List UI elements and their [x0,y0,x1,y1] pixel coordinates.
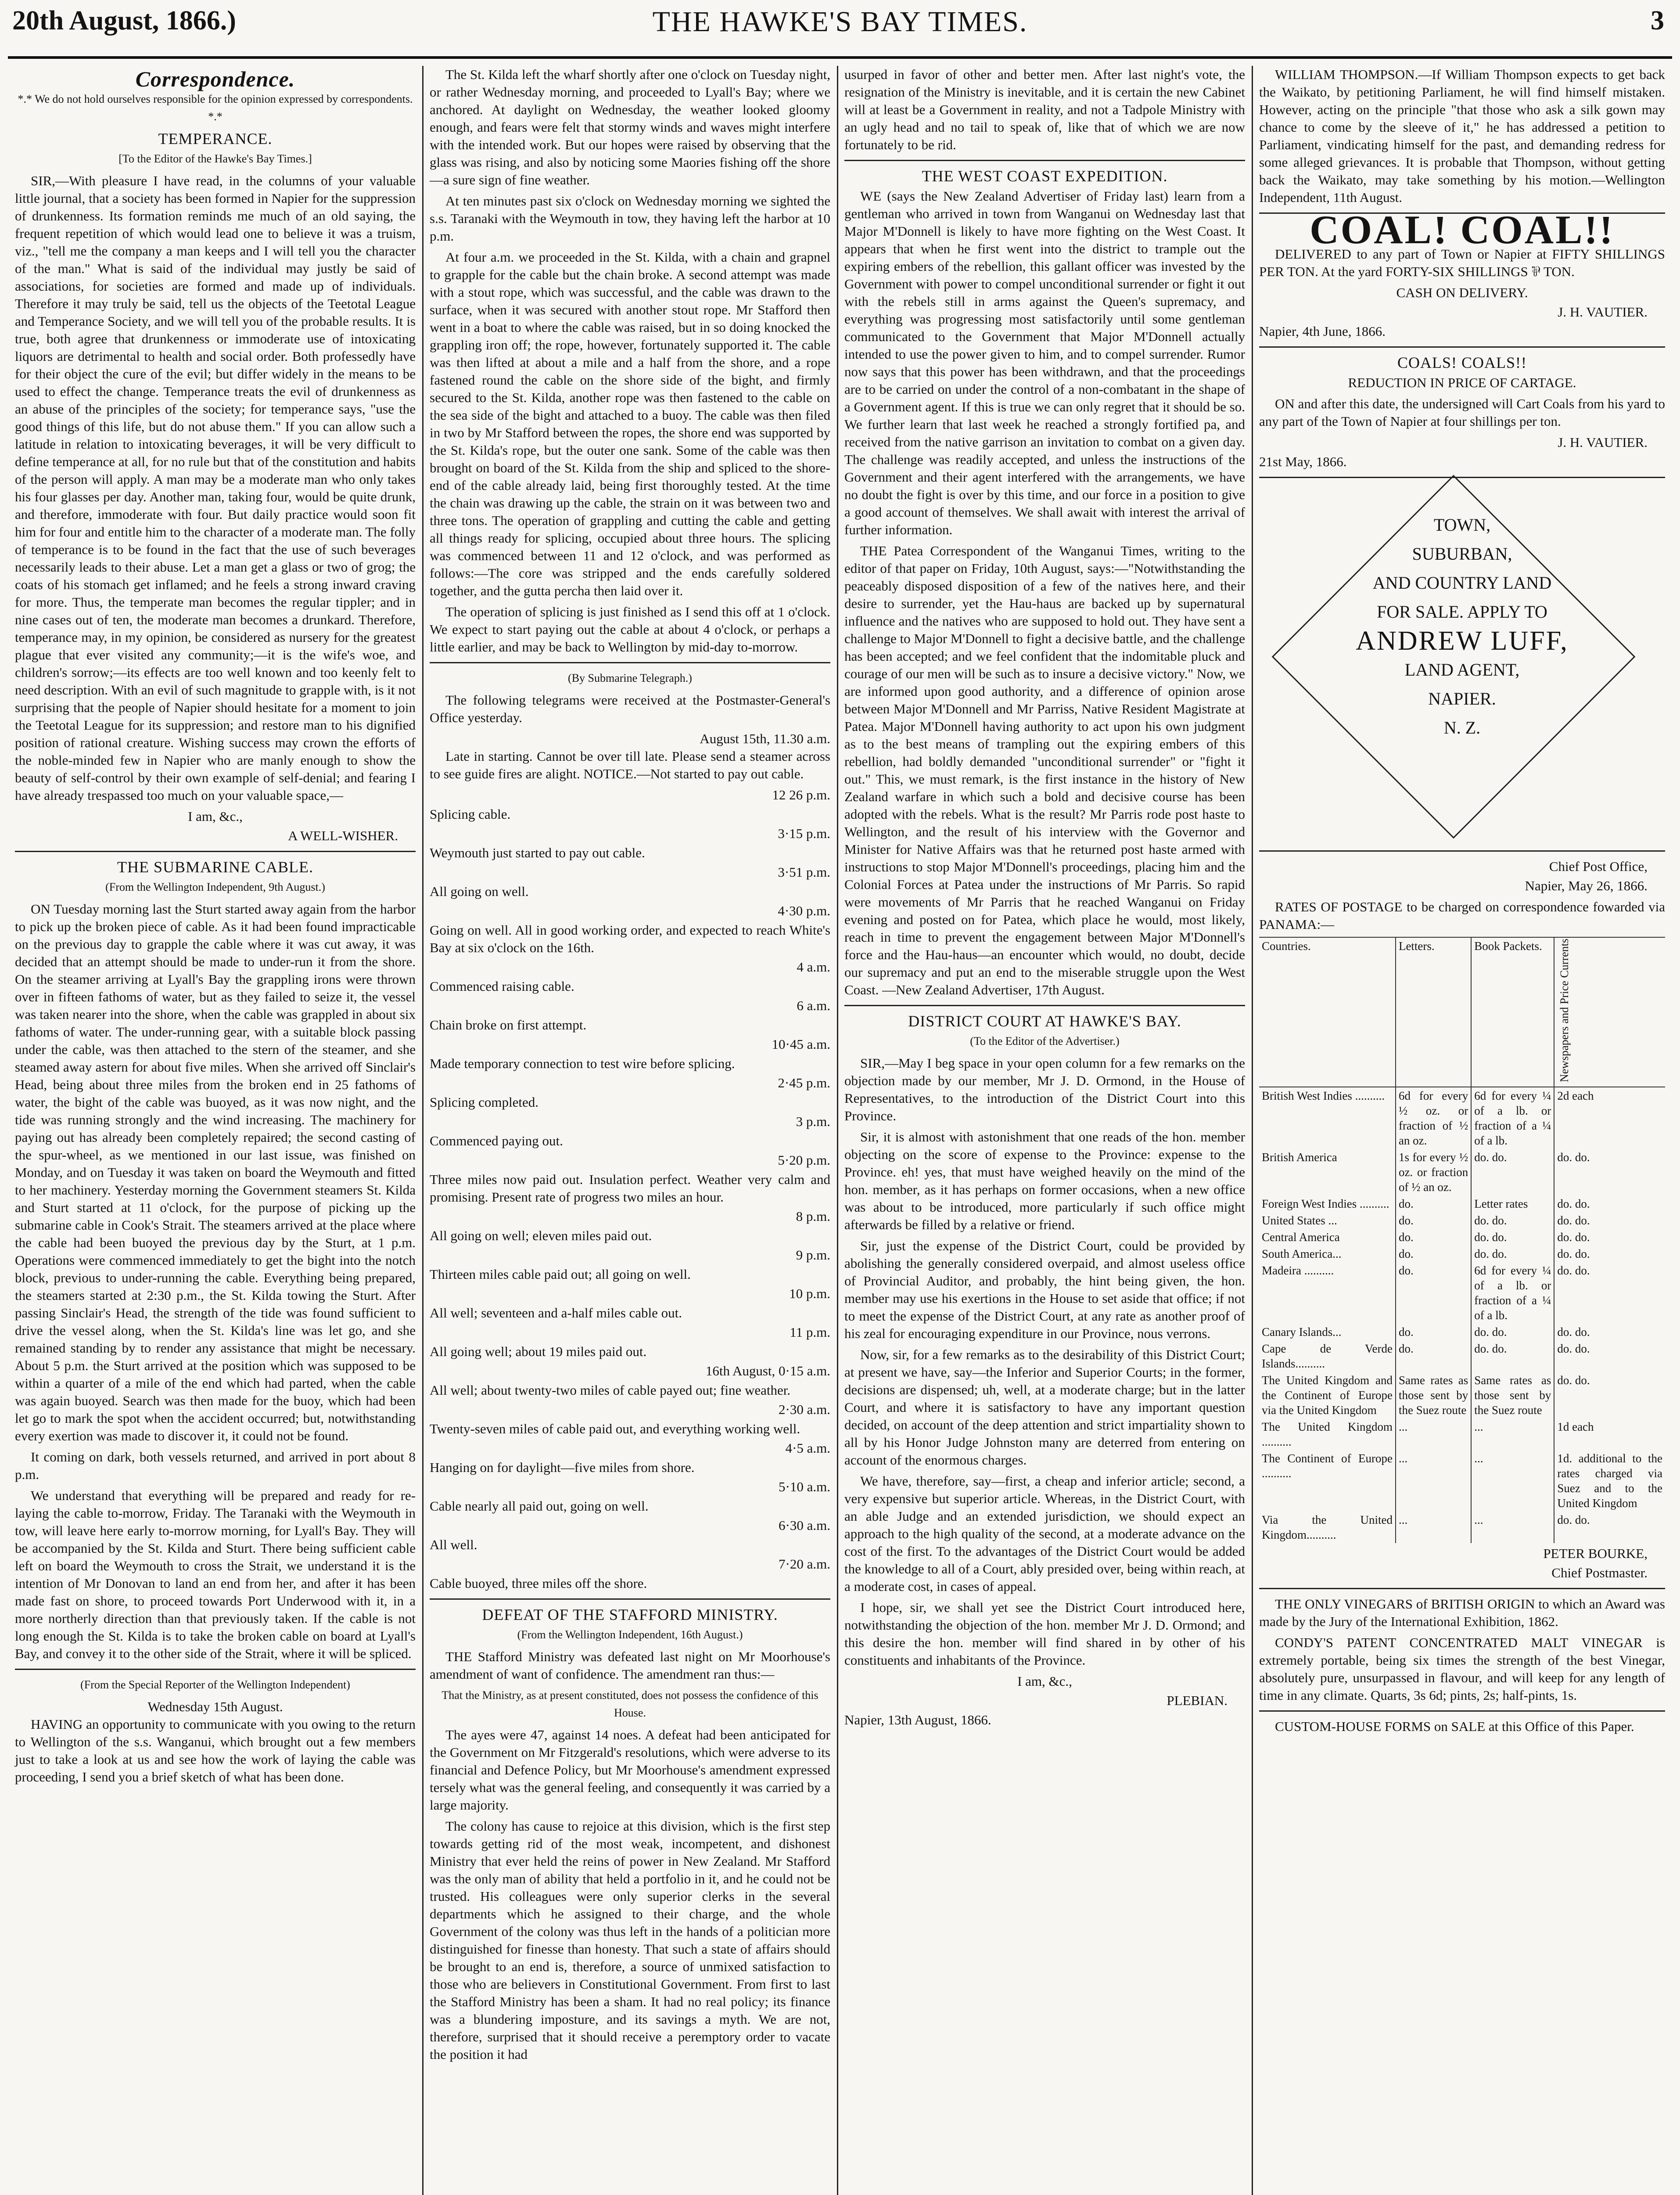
telegram-time: 7·20 a.m. [779,1556,830,1572]
vinegar-ad-text: CONDY'S PATENT CONCENTRATED MALT VINEGAR is extremely portable, being six times the strength of the best Vinegar, absolutely pure, unsurpassed in flavour, and will keep for any length of time in any climate. Quarts, 3s 6d; pints, 2s; half-pints, 1s. [1259,1635,1665,1703]
land-ad-line: TOWN, [1433,515,1491,535]
table-cell: do. do. [1471,1340,1554,1372]
table-cell: do. do. [1471,1245,1554,1262]
table-cell: British America [1262,1151,1337,1164]
table-cell: Madeira .......... [1262,1264,1334,1277]
coal-ad-terms: CASH ON DELIVERY. [1396,285,1528,300]
article-paragraph: Sir, just the expense of the District Court, could be provided by abolishing the generally considered overpaid, and almost useless office of Provincial Auditor, and probably, the hint being given, the hon. member may use his exertions in the House to set aside that office; if not to meet the expense of the District Court, at any rate as another proof of his zeal for encouraging expenditure in our Province, nous verrons. [844,1238,1245,1341]
coals-ad-name: J. H. VAUTIER. [1558,435,1648,450]
telegram-time: 16th August, 0·15 a.m. [705,1363,830,1378]
table-cell: do. do. [1554,1195,1665,1212]
land-ad-line: LAND AGENT, [1404,660,1520,680]
telegram-time: 2·30 a.m. [779,1402,830,1417]
coal-ad-date: Napier, 4th June, 1866. [1259,324,1386,339]
column-1 [8,66,423,2195]
article-paragraph: Now, sir, for a few remarks as to the desirability of this District Court; at present we have, say—the Inferior and Superior Courts; in the former, decisions are dispensed; uh, well, at a moderate charge; but in the latter Court, and where it is satisfactory to have any important question decided, on account of the deep attention and strict impartiality shown to all by his Honor Judge Johnston many are deterred from entering on account of the enormous charges. [844,1347,1245,1468]
telegram-text: Commenced paying out. [430,1133,563,1148]
article-paragraph: The operation of splicing is just finished as I send this off at 1 o'clock. We expect to start paying out the cable at about 4 o'clock, or perhaps a little earlier, and may be back to Wellington by mid-day to-morrow. [430,604,830,655]
article-heading-defeat-stafford: DEFEAT OF THE STAFFORD MINISTRY. [482,1606,778,1623]
table-header: Book Packets. [1471,937,1554,1087]
letter-addressee: (To the Editor of the Advertiser.) [970,1035,1120,1047]
table-cell: 2d each [1554,1087,1665,1149]
table-cell: do. [1396,1245,1471,1262]
table-cell: Foreign West Indies .......... [1262,1197,1389,1211]
article-paragraph: WILLIAM THOMPSON.—If William Thompson expects to get back the Waikato, by petitioning Parliament, he will find himself mistaken. However, acting on the principle "that those who ask a silk gown may chance to come by the sleeve of it," he has addressed a petition to Parliament, vindicating himself for the past, and demanding redress for some alleged grievances. It is probable that Thompson, without getting back the Waikato, may take something by his motion.—Wellington Independent, 11th August. [1259,67,1665,205]
coals-ad-text: ON and after this date, the undersigned will Cart Coals from his yard to any part of the Town of Napier at four shillings per ton. [1259,396,1665,429]
telegram-text: Twenty-seven miles of cable paid out, and everything working well. [430,1421,801,1436]
coals-ad-subtitle: REDUCTION IN PRICE OF CARTAGE. [1348,375,1576,390]
table-cell: 1d each [1554,1418,1665,1450]
divider [1259,346,1665,348]
telegraph-heading: (By Submarine Telegraph.) [568,672,692,684]
letter-signature: PLEBIAN. [1167,1693,1228,1708]
telegram-time: 4·5 a.m. [785,1440,830,1456]
article-paragraph: It coming on dark, both vessels returned, and arrived in port about 8 p.m. [15,1449,416,1482]
column-4 [1252,66,1672,2195]
article-paragraph: I hope, sir, we shall yet see the District Court introduced here, notwithstanding the objection of the hon. member Mr J. D. Ormond; and this desire the hon. member will find shared in by other of his constituents and inhabitants of the Province. [844,1600,1245,1668]
letter-closing: I am, &c., [1017,1673,1072,1689]
telegram-time: 5·20 p.m. [778,1152,830,1168]
divider [15,851,416,852]
table-cell: 6d for every ½ oz. or fraction of ½ an oz. [1396,1087,1471,1149]
telegram-text: All going well; about 19 miles paid out. [430,1344,647,1359]
table-header: Countries. [1259,937,1396,1087]
table-row [1259,1418,1665,1450]
article-heading-submarine-cable: THE SUBMARINE CABLE. [117,858,313,876]
table-cell: ... [1396,1450,1471,1511]
table-row [1259,1511,1665,1543]
table-cell: Same rates as those sent by the Suez route [1396,1372,1471,1418]
divider [1259,1588,1665,1589]
article-paragraph: ON Tuesday morning last the Sturt started away again from the harbor to pick up the broken piece of cable. As it had been found impracticable on the previous day to grapple the cable where it was cut away, it was decided that an attempt should be made to under-run it from the shore. On the steamer arriving at Lyall's Bay the grappling irons were thrown over in fifteen fathoms of water, but as they failed to seize it, the vessel was taken nearer into the shore, when the cable was grappled in about six fathoms of water. The under-running gear, with a suitable block passing under the cable, was then attached to the stern of the steamer, and she steamed away astern for about five miles. When she arrived off Sinclair's Head, being about three miles from the broken end in 25 fathoms of water, the bight of the cable was buoyed, as it was now night, and the tide was running strongly and the wind increasing. The machinery for paying out has already been completely repaired; the second casting of the spur-wheel, as we mentioned in our last issue, was finished on Monday, and on Tuesday it was taken on board the Weymouth and fitted to her machinery. Yesterday morning the Government steamers St. Kilda and Sturt started at 11 o'clock, for the purpose of picking up the submarine cable in Cook's Strait. The steamers arrived at the place where the cable had been buoyed the previous day by the Sturt, at 1 p.m. Operations were commenced immediately to get the bight into the notch block, previous to under-running the cable. Everything being prepared, the steamers started at 2:30 p.m., the St. Kilda towing the Sturt. After passing Sinclair's Head, the strength of the tide was found sufficient to drive the vessel along, when the St. Kilda's line was let go, and she remained standing by to render any assistance that might be necessary. About 5 p.m. the Sturt arrived at the position which was supposed to be within a quarter of a mile of the end which had parted, when the cable was again buoyed. Search was then made for the buoy, which had been let go to mark the spot when the accident occurred; but, notwithstanding every exertion was made to discover it, it could not be found. [15,901,416,1443]
telegram-text: Made temporary connection to test wire before splicing. [430,1056,735,1071]
table-cell: do. do. [1471,1212,1554,1229]
letter-addressee: [To the Editor of the Hawke's Bay Times.] [118,152,312,165]
amendment-quote: That the Ministry, as at present constituted, does not possess the confidence of this House. [442,1689,818,1719]
postage-rates-intro: RATES OF POSTAGE to be charged on correspondence fowarded via PANAMA:— [1259,899,1665,932]
table-cell: do. [1396,1229,1471,1245]
letter-closing: I am, &c., [188,809,243,824]
telegram-text: Hanging on for daylight—five miles from shore. [430,1460,695,1475]
coals-ad-date: 21st May, 1866. [1259,454,1347,469]
telegram-text: All well. [430,1537,477,1552]
land-ad-line: N. Z. [1443,718,1481,738]
article-source: (From the Wellington Independent, 9th August.) [105,881,325,893]
article-paragraph: HAVING an opportunity to communicate with you owing to the return to Wellington of the s.s. Wanganui, which brought out a few members just to take a look at us and see how the work of laying the cable was proceeding, I send you a brief sketch of what has been done. [15,1716,416,1785]
table-cell: 6d for every ¼ of a lb. or fraction of a ¼ of a lb. [1471,1262,1554,1324]
table-cell: do. [1396,1262,1471,1324]
telegram-time: 9 p.m. [796,1247,830,1263]
divider [844,160,1245,161]
telegram-text: Three miles now paid out. Insulation perfect. Weather very calm and promising. Present rate of progress two miles an hour. [430,1172,830,1205]
telegram-time: 5·10 a.m. [779,1479,830,1494]
section-heading-correspondence: Correspondence. [135,67,295,91]
telegram-time: 10·45 a.m. [772,1036,830,1052]
divider [1259,477,1665,478]
table-cell: British West Indies .......... [1262,1089,1385,1103]
letter-signature: A WELL-WISHER. [288,828,398,843]
table-cell: The United Kingdom .......... [1262,1420,1393,1449]
table-cell: do. do. [1554,1262,1665,1324]
coal-ad-name: J. H. VAUTIER. [1558,304,1648,320]
article-paragraph: THE Patea Correspondent of the Wanganui Times, writing to the editor of that paper on Friday, 10th August, says:—"Notwithstanding the peaceably disposed disposition of a few of the natives here, and their desire to surrender, yet the Hau-haus are backed up by supernatural influence and the natives who are supposed to hold out. They have sent a challenge to Major M'Donnell to fight a decisive battle, and the challenge has been accepted; and we feel confident that the indomitable pluck and courage of our men will be such as to insure a decisive victory." Now, we are informed upon good authority, and a difference of opinion arose between Major M'Donnell and Mr Parriss, Native Resident Magistrate at Patea. Major M'Donnell having authority to act upon his own judgment as to the best means of trampling out the expiring embers of this rebellion, had boldly demanded "unconditional surrender" or "fight it out." This, we must remark, is the first instance in the history of New Zealand warfare in which such a bold and decisive course has been adopted with the rebels. What is the result? Mr Parris rode post haste to Wellington, and the result of his interview with the Governor and Minister for Native Affairs was that he returned post haste armed with instructions to stop Major M'Donnell's proceedings, placing him and the Colonial Forces at Patea under the instructions of Mr Parris. So rapid were movements of Mr Parris that he reached Wanganui on Friday evening and posted on for Patea, which place he would, most likely, reach in time to prevent the engagement between Major M'Donnell's force and the Hau-haus—an encounter which would, no doubt, decide our supremacy and put an end to the miserable struggle upon the West Coast. —New Zealand Advertiser, 17th August. [844,543,1245,997]
table-cell: ... [1396,1511,1471,1543]
table-row [1259,1149,1665,1195]
telegram-text: Cable buoyed, three miles off the shore. [430,1576,647,1591]
table-cell: The Continent of Europe .......... [1262,1452,1393,1480]
article-paragraph: At four a.m. we proceeded in the St. Kilda, with a chain and grapnel to grapple for the cable but the chain broke. A second attempt was made with a stout rope, which was successful, and the cable was drawn to the surface, when it was secured with another stout rope. Mr Stafford then went in a boat to where the cable was raised, but in so doing knocked the grappling iron off; the rope, however, fortunately supported it. The cable was then lifted at about a mile and a half from the shore, and a rope fastened round the cable on the shore side of the bight, and firmly secured to the St. Kilda, another rope was then fastened to the cable on the sea side of the bight and attached to a buoy. The cable was then filed in two by Mr Stafford between the ropes, the shore end was supported by the St. Kilda's rope, but the outer one sank. Some of the cable was then brought on board of the St. Kilda from the ship and spliced to the shore-end of the cable already laid, being first thoroughly tested. At the time the chain was drawing up the cable, the strain on it was between two and three tons. The operation of grappling and cutting the cable and getting all things ready for splicing, occupied about three hours. The splicing was commenced between 11 and 12 o'clock, and was performed as follows:—The core was stripped and the ends carefully soldered together, and the gutta percha then laid over it. [430,249,830,598]
table-cell: ... [1396,1418,1471,1450]
article-source: (From the Special Reporter of the Wellington Independent) [80,1678,350,1691]
table-cell: do. [1396,1340,1471,1372]
land-ad-line: SUBURBAN, [1412,544,1512,564]
table-cell: Via the United Kingdom.......... [1262,1513,1393,1542]
telegram-text: All going on well; eleven miles paid out. [430,1228,652,1243]
article-paragraph: We understand that everything will be prepared and ready for re-laying the cable to-morrow, Friday. The Taranaki with the Weymouth in tow, will leave here early to-morrow morning, for Lyall's Bay. They will be accompanied by the St. Kilda and Sturt. There being sufficient cable left on board the Weymouth to cross the Strait, we understand it is the intention of Mr Donovan to land an end from her, and after it has been made fast on shore, to proceed towards Port Underwood with it, in a more northerly direction than that previously taken. If the cable is not long enough the St. Kilda is to take the broken cable on board at Lyall's Bay, and convey it to the other side of the Strait, where it will be spliced. [15,1488,416,1661]
table-row [1259,1262,1665,1324]
divider [15,1669,416,1670]
land-ad-line: AND COUNTRY LAND [1372,573,1552,593]
post-office-date: Napier, May 26, 1866. [1525,878,1648,893]
telegram-text: Weymouth just started to pay out cable. [430,845,645,860]
table-row [1259,1372,1665,1418]
table-row [1259,1245,1665,1262]
telegram-time: 6·30 a.m. [779,1518,830,1533]
telegram-text: Splicing completed. [430,1094,538,1110]
land-ad-line: FOR SALE. APPLY TO [1377,602,1547,622]
article-heading-west-coast: THE WEST COAST EXPEDITION. [922,167,1168,185]
table-cell: do. [1396,1212,1471,1229]
table-cell: ... [1471,1418,1554,1450]
article-paragraph: At ten minutes past six o'clock on Wednesday morning we sighted the s.s. Taranaki with the Weymouth in tow, they having left the harbor at 10 p.m. [430,193,830,244]
dateline: Wednesday 15th August. [147,1699,283,1714]
telegram-time: 4 a.m. [797,959,830,975]
table-cell: do. do. [1554,1372,1665,1418]
table-cell: do. do. [1554,1245,1665,1262]
article-source: (From the Wellington Independent, 16th August.) [517,1628,743,1641]
telegram-text: All well; about twenty-two miles of cable payed out; fine weather. [430,1382,791,1398]
table-cell: 6d for every ¼ of a lb. or fraction of a ¼ of a lb. [1471,1087,1554,1149]
telegram-time: 10 p.m. [789,1286,830,1301]
post-office-heading: Chief Post Office, [1549,859,1648,874]
column-3 [837,66,1252,2195]
telegram-time: 6 a.m. [797,998,830,1013]
table-cell: South America... [1262,1247,1342,1261]
table-cell: do. [1396,1195,1471,1212]
telegram-log [430,786,830,1592]
telegram-time: 3·15 p.m. [778,826,830,841]
telegram-time: 8 p.m. [796,1209,830,1224]
table-cell: 1d. additional to the rates charged via Suez and to the United Kingdom [1554,1450,1665,1511]
article-paragraph: Sir, it is almost with astonishment that one reads of the hon. member objecting on the score of expense to the Province: expense to the Province. eh! yes, that must have weighed heavily on the mind of the hon. member, as it has perhaps on former occasions, when a new office was about to be introduced, more particularly if such office might afterwards be filled by a relative or friend. [844,1129,1245,1232]
table-row [1259,1212,1665,1229]
table-row [1259,1087,1665,1149]
table-cell: United States ... [1262,1214,1337,1227]
postage-rates-body [1259,1087,1665,1543]
table-cell: do. do. [1554,1340,1665,1372]
table-cell: The United Kingdom and the Continent of Europe via the United Kingdom [1262,1374,1393,1417]
telegram-text: Going on well. All in good working order, and expected to reach White's Bay at six o'clock on the 16th. [430,922,830,955]
table-header: Letters. [1396,937,1471,1087]
table-header [1554,937,1665,1087]
correspondence-note: *.* We do not hold ourselves responsible for the opinion expressed by correspondents. *.* [18,93,413,123]
table-row [1259,1450,1665,1511]
letter-date: Napier, 13th August, 1866. [844,1712,991,1727]
land-sale-ad [1259,484,1665,844]
table-cell: do. do. [1554,1229,1665,1245]
column-2 [423,66,837,2195]
postage-rates-table [1259,937,1665,1543]
table-cell: ... [1471,1511,1554,1543]
article-paragraph: The St. Kilda left the wharf shortly after one o'clock on Tuesday night, or rather Wednesday morning, and proceeded to Lyall's Bay; where we anchored. At daylight on Wednesday, the weather looked gloomy enough, and fears were felt that stormy winds and waves might interfere with the intended work. But our hopes were raised by observing that the glass was rising, and also by noticing some Maories fishing off the shore—a sure sign of fine weather. [430,67,830,187]
table-cell: Letter rates [1471,1195,1554,1212]
divider [1259,1710,1665,1712]
telegram-text: All well; seventeen and a-half miles cable out. [430,1305,682,1321]
telegram-text: All going on well. [430,884,529,899]
table-cell: do. do. [1554,1511,1665,1543]
table-cell: Canary Islands... [1262,1325,1342,1339]
land-sale-ad-text [1259,511,1665,742]
telegram-time: 4·30 p.m. [778,903,830,918]
table-header-vertical: Newspapers and Price Currents [1558,939,1571,1083]
article-paragraph: The following telegrams were received at the Postmaster-General's Office yesterday. [430,692,830,725]
table-cell: 1s for every ½ oz. or fraction of ½ an oz. [1396,1149,1471,1195]
table-cell: do. do. [1554,1324,1665,1340]
divider [430,662,830,663]
table-cell: do. do. [1471,1229,1554,1245]
telegram-time: 12 26 p.m. [772,787,830,802]
land-agent-name: ANDREW LUFF, [1356,626,1569,656]
custom-house-ad: CUSTOM-HOUSE FORMS on SALE at this Office of this Paper. [1275,1719,1634,1734]
article-paragraph: Late in starting. Cannot be over till late. Please send a steamer across to see guide fires are alight. NOTICE.—Not started to pay out cable. [430,748,830,781]
postmaster-title: Chief Postmaster. [1551,1565,1648,1581]
table-cell: do. [1396,1324,1471,1340]
telegram-time: 2·45 p.m. [778,1075,830,1090]
table-row [1259,1229,1665,1245]
article-paragraph: The ayes were 47, against 14 noes. A defeat had been anticipated for the Government on Mr Fitzgerald's resolutions, which were adverse to its financial and Defence Policy, but Mr Moorhouse's amendment expressed tersely what was the general feeling, and consequently it was carried by a large majority. [430,1727,830,1813]
land-ad-line: NAPIER. [1428,689,1496,709]
masthead [8,4,1672,59]
telegram-text: Splicing cable. [430,806,511,822]
table-cell: Central America [1262,1231,1340,1244]
article-paragraph: We have, therefore, say—first, a cheap and inferior article; second, a very expensive but superior article. Whereas, in the District Court, with an able Judge and an extended jurisdiction, we should expect an approach to the high quality of the second, at a moderate advance on the cost of the first. To the advantages of the District Court would be added the knowledge to all of a Court, ably presided over, being within reach, at a moderate cost, in cases of appeal. [844,1473,1245,1594]
table-cell: ... [1471,1450,1554,1511]
telegram-time: 3·51 p.m. [778,864,830,880]
vinegar-ad-text: THE ONLY VINEGARS of BRITISH ORIGIN to which an Award was made by the Jury of the International Exhibition, 1862. [1259,1596,1665,1630]
article-paragraph: THE Stafford Ministry was defeated last night on Mr Moorhouse's amendment of want of confidence. The amendment ran thus:— [430,1649,830,1682]
issue-date: 20th August, 1866.) [12,6,236,36]
paper-title: THE HAWKE'S BAY TIMES. [652,6,1028,38]
table-cell: do. do. [1471,1324,1554,1340]
telegram-time: 3 p.m. [796,1114,830,1129]
telegram-text: Commenced raising cable. [430,979,574,994]
telegram-date: August 15th, 11.30 a.m. [700,731,830,746]
table-cell: do. do. [1471,1149,1554,1195]
telegram-text: Cable nearly all paid out, going on well. [430,1498,649,1514]
article-paragraph: The colony has cause to rejoice at this division, which is the first step towards getting rid of the most weak, incompetent, and dishonest Ministry that ever held the reins of power in New Zealand. Mr Stafford was the only man of ability that held a portfolio in it, and he could not be trusted. His colleagues were only superior clerks in the several departments which he assigned to their charge, and the whole Government of the colony was thus left in the hands of a politician more distinguished for finesse than honesty. That such a state of affairs should be brought to an end is, therefore, a source of unmixed satisfaction to those who are believers in Constitutional Government. From first to last the Stafford Ministry has been a sham. It had no real policy; its finance was a blundering imposture, and its savings a myth. We are not, therefore, surprised that it should receive a peremptory order to vacate the position it had [430,1818,830,2062]
page-number: 3 [1651,6,1664,36]
article-paragraph: SIR,—May I beg space in your open column for a few remarks on the objection made by our member, Mr J. D. Ormond, in the House of Representatives, to the introduction of the District Court into this Province. [844,1055,1245,1123]
table-row [1259,1195,1665,1212]
divider [430,1598,830,1600]
article-paragraph: WE (says the New Zealand Advertiser of Friday last) learn from a gentleman who arrived in town from Wanganui on Wednesday last that Major M'Donnell is likely to have more fighting on the West Coast. It appears that when he first went into the district to trample out the expiring embers of the rebellion, this gallant officer was invested by the Government with power to compel unconditional surrender or fight it out with the rebels still in arms against the Queen's supremacy, and everything was progressing most satisfactorily until some gentleman communicated to the Government that Major M'Donnell actually intended to use the power given to him, and to compel surrender. Rumor now says that this power has been withdrawn, and that the proceedings are to be carried on under the control of a non-combatant in the shape of a Government agent. If this is true we can only regret that it should be so. We further learn that last week he reached a strongly fortified pa, and received from the native garrison an invitation to combat on a given day. The challenge was readily accepted, and unless the instructions of the Government and their agent interfered with the arrangements, we have no doubt the fight is over by this time, and our force in a position to give a good account of themselves. We shall await with interest the arrival of further information. [844,188,1245,537]
table-cell: do. do. [1554,1212,1665,1229]
coals-ad-title: COALS! COALS!! [1397,354,1527,371]
coal-ad-text: DELIVERED to any part of Town or Napier at FIFTY SHILLINGS PER TON. At the yard FORTY-SIX SHILLINGS ⅌ TON. [1259,246,1665,279]
table-row [1259,1324,1665,1340]
telegram-text: Chain broke on first attempt. [430,1017,587,1033]
table-row [1259,1340,1665,1372]
article-paragraph: usurped in favor of other and better men. After last night's vote, the resignation of the Ministry is inevitable, and it is certain the new Cabinet will at least be a Government in reality, and not a Tadpole Ministry with an ugly head and no tail to speak of, like that of which we are now fortunately to be rid. [844,67,1245,152]
article-heading-temperance: TEMPERANCE. [158,130,273,148]
table-cell: do. do. [1554,1149,1665,1195]
article-heading-district-court: DISTRICT COURT AT HAWKE'S BAY. [908,1012,1181,1030]
telegram-text: Thirteen miles cable paid out; all going on well. [430,1267,691,1282]
table-cell: Same rates as those sent by the Suez route [1471,1372,1554,1418]
divider [844,1005,1245,1006]
divider [1259,850,1665,852]
article-paragraph: SIR,—With pleasure I have read, in the columns of your valuable little journal, that a society has been formed in Napier for the suppression of drunkenness. Its formation reminds me much of an old saying, the frequent repetition of which would lead one to believe it was a truism, viz., "tell me the company a man keeps and I will tell you the character of the man." What is said of the individual may justly be said of associations, for societies are formed and made up of individuals. Therefore it may truly be said, tell us the objects of the Teetotal League and Temperance Society, and we will tell you of the probable results. It is true, both agree that drunkenness or immoderate use of intoxicating liquors are detrimental to health and social order. Both professedly have for their object the cure of the evil; but differ widely in the means to be used to effect the change. Temperance treats the evil of drunkenness as an abuse of the principles of the society; for temperance says, "use the good things of this life, but do not abuse them." If you can allow such a latitude in relation to intoxicating beverages, it will be very difficult to define temperance at all, for no rule but that of the constitution and habits of the person will apply. A man may be a moderate man who only takes his four glasses per day. Another man, taking four, would be quite drunk, and therefore, immoderate with four. But daily practice would soon fit him for four and entitle him to the character of a moderate man. The folly of temperance is to be found in the fact that the use of such beverages necessarily leads to their abuse. Let a man get a glass or two of grog; the coats of his stomach get inflamed; and he feels a strong inward craving for more. Thus, the temperate man becomes the regular tippler; and in nine cases out of ten, the moderate man becomes a drunkard. Therefore, temperance may, in my opinion, be considered as nursery for the greatest plague that ever visited any community;—it is the wife's woe, and children's sorrow;—its effects are too well known and too keenly felt to need description. With an evil of such magnitude to grapple with, is it not surprising that the people of Napier should hesitate for a moment to join the Teetotal League for its suppression; and restore man to his dignified position of rational creature. Wishing success may crown the efforts of the noble-minded few in Napier who are manly enough to show the beauty of self-control by their own example of self-denial; and fearing I have already trespassed too much on your valuable space,— [15,173,416,803]
table-cell: Cape de Verde Islands.......... [1262,1342,1393,1371]
postmaster-name: PETER BOURKE, [1543,1546,1648,1562]
coal-ad-title: COAL! COAL!! [1310,207,1615,252]
telegram-time: 11 p.m. [790,1324,830,1340]
